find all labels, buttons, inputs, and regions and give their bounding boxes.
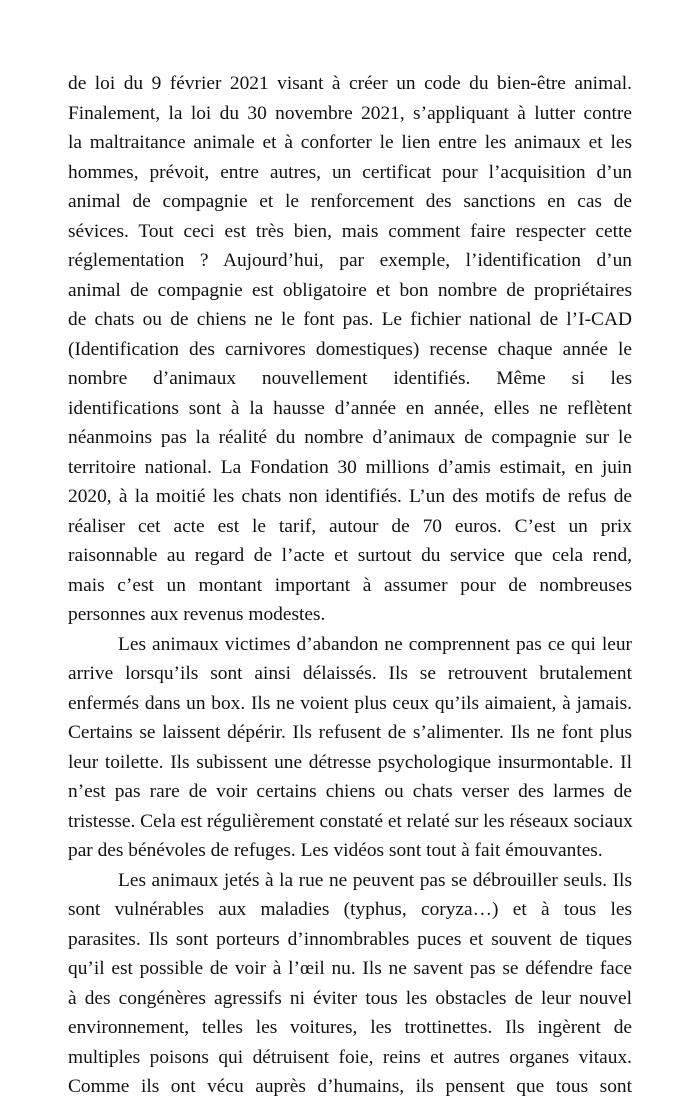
text-line: de loi du 9 février 2021 visant à créer un code du bien-être animal. bbox=[68, 73, 632, 94]
text-line: leur toilette. Ils subissent une détresse psychologique insurmontable. Il bbox=[68, 751, 632, 773]
text-line: identifications sont à la hausse d’année en année, elles ne reflètent bbox=[68, 397, 632, 419]
document-page bbox=[68, 69, 632, 1102]
text-line: parasites. Ils sont porteurs d’innombrables puces et souvent de tiques bbox=[68, 928, 632, 950]
text-line: réaliser cet acte est le tarif, autour de 70 euros. C’est un prix bbox=[68, 515, 632, 537]
text-line: nombre d’animaux nouvellement identifiés. Même si les bbox=[68, 368, 632, 389]
text-line: multiples poisons qui détruisent foie, reins et autres organes vitaux. bbox=[68, 1046, 632, 1068]
text-line: environnement, telles les voitures, les trottinettes. Ils ingèrent de bbox=[68, 1017, 632, 1038]
text-line: réglementation ? Aujourd’hui, par exemple, l’identification d’un bbox=[68, 250, 632, 271]
text-line: 2020, à la moitié les chats non identifiés. L’un des motifs de refus de bbox=[68, 486, 632, 507]
text-line: Les animaux jetés à la rue ne peuvent pas se débrouiller seuls. Ils bbox=[118, 869, 632, 891]
text-line: Certains se laissent dépérir. Ils refusent de s’alimenter. Ils ne font plus bbox=[68, 722, 632, 743]
text-line: animal de compagnie est obligatoire et bon nombre de propriétaires bbox=[68, 279, 632, 301]
text-line: sévices. Tout ceci est très bien, mais comment faire respecter cette bbox=[68, 220, 632, 242]
text-line: par des bénévoles de refuges. Les vidéos sont tout à fait émouvantes. bbox=[68, 840, 603, 861]
text-line: la maltraitance animale et à conforter le lien entre les animaux et les bbox=[68, 132, 632, 153]
text-line: Comme ils ont vécu auprès d’humains, ils pensent que tous sont bbox=[68, 1076, 632, 1097]
text-line: qu’il est possible de voir à l’œil nu. Ils ne savent pas se défendre face bbox=[68, 958, 632, 979]
text-line: enfermés dans un box. Ils ne voient plus ceux qu’ils aimaient, à jamais. bbox=[68, 692, 632, 714]
text-line: Finalement, la loi du 30 novembre 2021, s’appliquant à lutter contre bbox=[68, 102, 632, 124]
text-line: n’est pas rare de voir certains chiens ou chats verser des larmes de bbox=[68, 781, 632, 802]
paragraph bbox=[68, 69, 632, 630]
text-line: personnes aux revenus modestes. bbox=[68, 604, 326, 625]
text-line: de chats ou de chiens ne le font pas. Le fichier national de l’I-CAD bbox=[68, 309, 632, 330]
text-line: animal de compagnie et le renforcement des sanctions en cas de bbox=[68, 191, 632, 212]
text-line: tristesse. Cela est régulièrement constaté et relaté sur les réseaux sociaux bbox=[68, 810, 633, 832]
text-line: à des congénères agressifs ni éviter tous les obstacles de leur nouvel bbox=[68, 987, 632, 1009]
text-line: Les animaux victimes d’abandon ne comprennent pas ce qui leur bbox=[118, 633, 632, 655]
text-line: néanmoins pas la réalité du nombre d’animaux de compagnie sur le bbox=[68, 427, 632, 448]
paragraph bbox=[68, 866, 632, 1102]
text-line: sont vulnérables aux maladies (typhus, coryza…) et à tous les bbox=[68, 899, 632, 920]
text-line: (Identification des carnivores domestiques) recense chaque année le bbox=[68, 338, 632, 360]
text-line: mais c’est un montant important à assumer pour de nombreuses bbox=[68, 574, 632, 596]
text-line: hommes, prévoit, entre autres, un certificat pour l’acquisition d’un bbox=[68, 161, 632, 183]
text-line: raisonnable au regard de l’acte et surtout du service que cela rend, bbox=[68, 545, 632, 566]
text-line: arrive lorsqu’ils sont ainsi délaissés. Ils se retrouvent brutalement bbox=[68, 663, 632, 684]
text-line: territoire national. La Fondation 30 millions d’amis estimait, en juin bbox=[68, 456, 632, 478]
paragraph bbox=[68, 630, 632, 866]
